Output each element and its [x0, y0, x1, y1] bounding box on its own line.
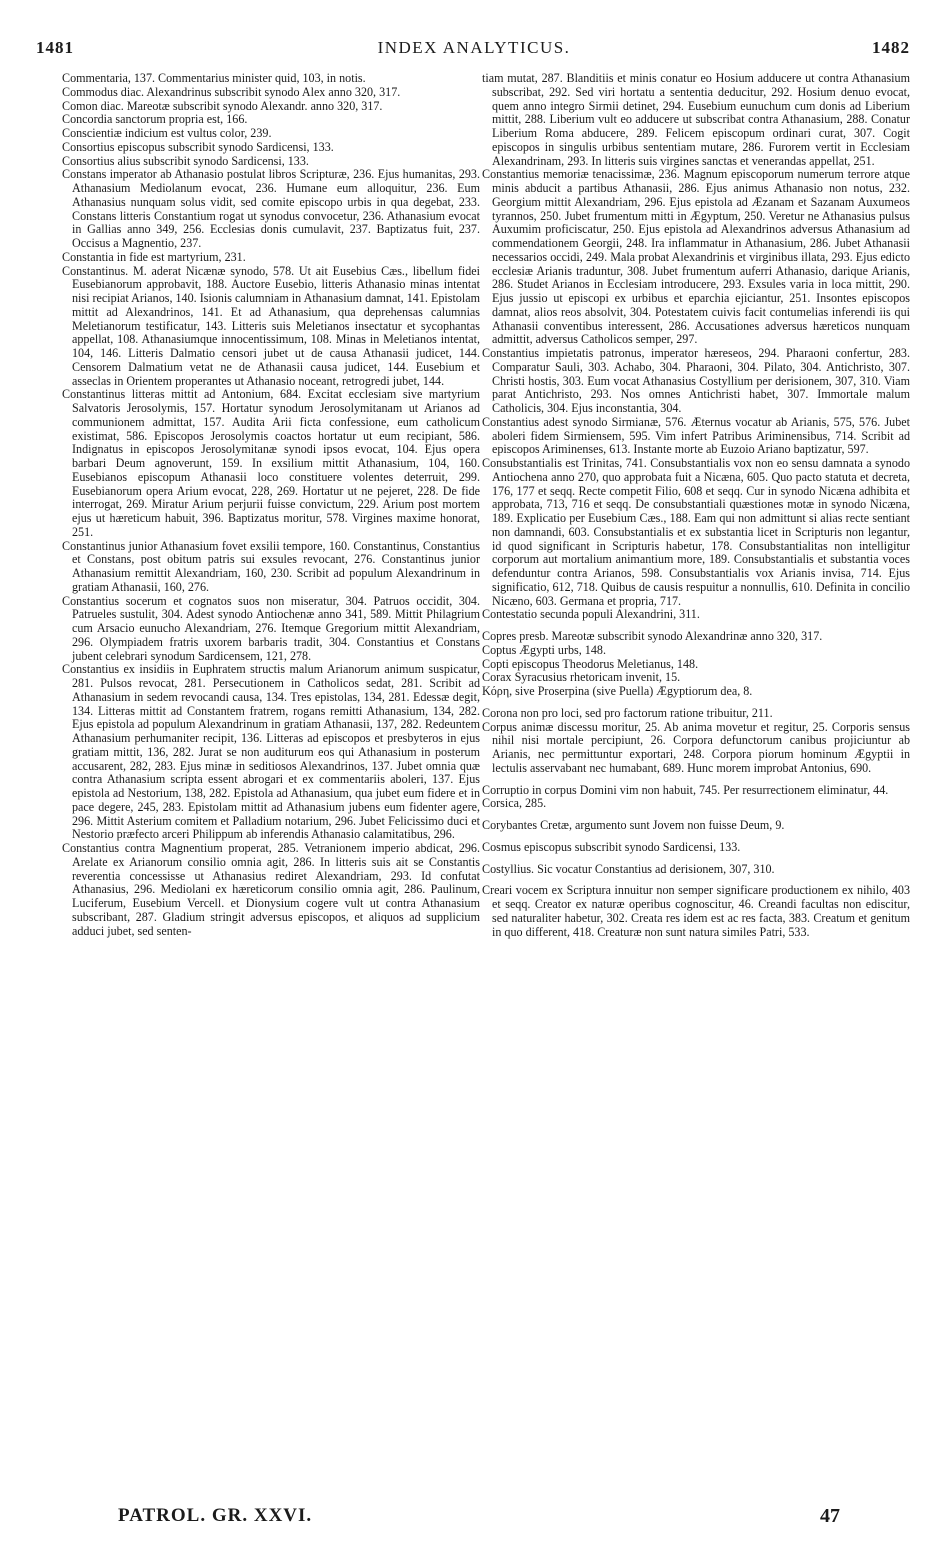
index-entry: Κόρη, sive Proserpina (sive Puella) Ægyptiorum dea, 8.	[482, 684, 753, 698]
index-entry: Creari vocem ex Scriptura innuitur non semper significare productionem ex nihilo, 403 et seqq. Creator ex naturæ operibus cognoscitur, 46. Creandi facultas non ediscitur, sed naturaliter habetur, 302. Creata res idem est ac res facta, 383. Creatum et genitum in quo different, 418. Creaturæ non sunt natura similes Patri, 533.	[482, 883, 910, 939]
index-entry: Consortius alius subscribit synodo Sardicensi, 133.	[62, 153, 309, 168]
index-entry: Corona non pro loci, sed pro factorum ratione tribuitur, 211.	[482, 705, 773, 720]
index-entry: Consortius episcopus subscribit synodo Sardicensi, 133.	[62, 139, 334, 154]
index-entry: Corax Syracusius rhetoricam invenit, 15.	[482, 670, 681, 685]
printer-signature: PATROL. GR. XXVI.	[118, 1505, 313, 1526]
index-entry: Commentaria, 137. Commentarius minister quid, 103, in notis.	[62, 71, 366, 85]
index-entry: Coptus Ægypti urbs, 148.	[482, 642, 606, 657]
index-entry: Copres presb. Mareotæ subscribit synodo Alexandrinæ anno 320, 317.	[482, 629, 823, 643]
index-column-left	[62, 72, 480, 938]
index-entry: Corybantes Cretæ, argumento sunt Jovem non fuisse Deum, 9.	[482, 818, 785, 832]
page-footer	[0, 1505, 948, 1535]
page-number-right: 1482	[872, 38, 910, 57]
index-column-right	[482, 72, 910, 939]
index-entry: Constantius ex insidiis in Euphratem structis malum Arianorum animum suspicatur, 281. Pulsos revocat, 281. Persecutionem in Catholicos sedat, 281. Scribit ad Athanasium in sedem revocandi causa, 134. Tres epistolas, 134, 281. Edessæ degit, 134. Litteras mittit ad Constantem fratrem, rogans remitti Athanasium, 134, 282. Ejus epistola ad populum Alexandrinum in gratiam Athanasii, 137, 282. Redeuntem Athanasium perhumaniter recipit, 136. Litteras ad episcopos et presbyteros in ejus gratiam mittit, 136, 282. Jurat se non auditurum eos qui Athanasium in posterum accusarent, 282, 283. Ejus minæ in seditiosos Alexandrinos, 137. Jubet omnia quæ contra Athanasium scripta essent abrogari et ex commentariis aboleri, 137. Ejus epistola ad Nestorium, 138, 282. Epistola ad Athanasium, qua jubet eum fidere et in pace degere, 245, 283. Epistolam mittit ad Athanasium jubens eum fidenter agere, 296. Mittit Asterium comitem et Palladium notarium, 296. Jubet Felicissimo duci et Nestorio præfecto arceri Philippum ab inferendis Athanasio calamitatibus, 296.	[62, 662, 480, 842]
index-entry: Constantius socerum et cognatos suos non miseratur, 304. Patruos occidit, 304. Patrueles sustulit, 304. Adest synodo Antiochenæ anno 341, 589. Mittit Philagrium cum Arsacio eunucho Alexandriam, 276. Itemque Gregorium mittit Alexandriam, 296. Olympiadem fratris uxorem barbaris tradit, 304. Constantius et Constans jubent celebrari synodum Sardicensem, 121, 278.	[62, 593, 480, 663]
index-entry: Cosmus episcopus subscribit synodo Sardicensi, 133.	[482, 839, 741, 854]
index-entry: Constantius adest synodo Sirmianæ, 576. Æternus vocatur ab Arianis, 575, 576. Jubet aboleri fidem Sirmiensem, 595. Vim infert Patribus Ariminensibus, 714. Scribit ad episcopos Ariminenses, 613. Instante morte ab Euzoio Ariano baptizatur, 597.	[482, 414, 910, 457]
index-entry: Copti episcopus Theodorus Meletianus, 148.	[482, 656, 699, 671]
index-entry: Constantinus litteras mittit ad Antonium, 684. Excitat ecclesiam sive martyrium Salvatoris Jerosolymis, 157. Hortatur synodum Jerosolymitanam ut Arianos ad communionem admittat, 157. Audita Arii ficta confessione, eum catholicum existimat, 586. Episcopos Jerosolymis coactos hortatur ut eum recipiant, 586. Indignatus in episcopos Jerosolymitanæ synodi ipsos evocat, 104. Ejus opera barbari Deum agnoverunt, 159. In exsilium mittit Athanasium, 104, 160. Eusebianos episcopum Athanasii loco constituere volentes deterruit, 299. Eusebianorum opera Arium evocat, 228, 269. Hortatur ut ne pejeret, 228. De fide interrogat, 269. Miratur Arium perjurii fuisse convictum, 229. Arium post mortem ejus ut hæreticum habuit, 396. Baptizatus moritur, 578. Virgines maxime honorat, 251.	[62, 387, 480, 539]
index-entry: Constantinus junior Athanasium fovet exsilii tempore, 160. Constantinus, Constantius et Constans, post obitum patris sui exsules revocant, 276. Constantinus junior Athanasium remittit Alexandriam, 160, 230. Scribit ad populum Alexandrinum in gratiam Athanasii, 160, 276.	[62, 538, 480, 594]
index-entry: Contestatio secunda populi Alexandrini, 311.	[482, 607, 700, 622]
index-entry: Consubstantialis est Trinitas, 741. Consubstantialis vox non eo sensu damnata a synodo Antiochena anno 270, quo approbata fuit a Nicæna, 605. Quo pacto statuta et decreta, 176, 177 et seqq. Recte competit Filio, 608 et seqq. Cur in synodo Nicæna adhibita et approbata, 713, 716 et seqq. De consubstantiali quæstiones motæ in synodo Nicæna, 189. Explicatio per Eusebium Cæs., 188. Eam qui non admittunt si alias recte sentiant non damnandi, 603. Consubstantialis et ex substantia licet in Scripturis non legantur, id quod significant in Scripturis habetur, 178. Consubstantialitas non intelligitur corporum aut mortalium animantium more, 189. Consubstantialis et substantia voces defenduntur contra Arianos, 598. Consubstantialis vox Arianis invisa, 714. Ejus significatio, 612, 718. Quibus de causis respuitur a nonnullis, 610. Definita in concilio Nicæno, 603. Germana et propria, 717.	[482, 456, 910, 608]
index-entry: Constantius contra Magnentium properat, 285. Vetranionem imperio abdicat, 296. Arelate ex Arianorum consilio omnia agit, 286. In litteris suis ait se Constantis reverentia concessisse ut Athanasius rediret Alexandriam, 293. Id confutat Athanasius, 296. Mediolani ex hæreticorum consilio omnia agit, 286. Paulinum, Luciferum, Eusebium Vercell. et Dionysium cogere vult ut contra Athanasium subscribant, 287. Gladium stringit adversus episcopos, et aliquos ad supplicium adduci jubet, sed senten-	[62, 841, 480, 938]
index-entry: Corsica, 285.	[482, 796, 547, 811]
index-entry: Comon diac. Mareotæ subscribit synodo Alexandr. anno 320, 317.	[62, 98, 383, 113]
index-entry: Constantia in fide est martyrium, 231.	[62, 249, 246, 264]
index-entry: Constantinus. M. aderat Nicænæ synodo, 578. Ut ait Eusebius Cæs., libellum fidei Eusebianorum approbavit, 188. Auctore Eusebio, litteris Athanasio minas intentat nisi recipiat Arianos, 140. Isionis calumniam in Athanasium damnat, 141. Epistolam mittit ad Alexandrinos, 141. Et ad Athanasium, qua deprehensas calumnias Meletianorum testificatur, 143. Litteris suis Meletianos insectatur et sycophantas appellat, 108. Athanasiumque innocentissimum, 108. Minas in Meletianos intentat, 104, 146. Litteris Dalmatio censori jubet ut de causa Athanasii judicet, 144. Censorem Dalmatium vetat ne de Athanasii causa judicet, 144. Eusebium et asseclas in Orientem properantes ut Athanasio noceant, retrogredi jubet, 144.	[62, 263, 480, 388]
index-entry: Costyllius. Sic vocatur Constantius ad derisionem, 307, 310.	[482, 861, 775, 876]
index-entry: Concordia sanctorum propria est, 166.	[62, 112, 248, 127]
page-header	[0, 38, 948, 62]
running-title: INDEX ANALYTICUS.	[377, 38, 571, 57]
index-entry: Corpus animæ discessu moritur, 25. Ab anima movetur et regitur, 25. Corporis sensus nihil nisi mortale percipiunt, 26. Corpora defunctorum canibus projiciuntur ab Arianis, nec permittuntur exportari, 248. Corpora piorum hominum Ægyptii in lectulis asservabant nec humabant, 689. Hunc morem improbat Antonius, 690.	[482, 719, 910, 775]
index-entry: tiam mutat, 287. Blanditiis et minis conatur eo Hosium adducere ut contra Athanasium subscribat, 292. Sed viri hortatu a sententia deducitur, 292. Hosium denuo evocat, quem anno integro Sirmii detinet, 294. Eusebium eunuchum cum donis ad Liberium mittit, 288. Liberium vult eo adducere ut subscribat contra Athanasium, 288. Conatur Liberium Roma abducere, 289. Felicem episcopum ordinari curat, 307. Cogit episcopos in singulis urbibus sententiam mutare, 286. Furorem vertit in Ecclesiam Alexandrinam, 293. In litteris suis virgines sanctas et venerandas appellat, 251.	[482, 71, 910, 168]
index-entry: Conscientiæ indicium est vultus color, 239.	[62, 126, 272, 140]
index-entry: Constantius memoriæ tenacissimæ, 236. Magnum episcoporum numerum terrore atque minis abducit a partibus Athanasii, 286. Ejus animus Athanasio non notus, 232. Georgium mittit Alexandriam, 296. Ejus epistola ad Æzanam et Sazanam Auxumeos tyrannos, 250. Jubet frumentum mitti in Ægyptum, 250. Veretur ne Athanasius pulsus Auxumim proficiscatur, 250. Ejus epistola ad Alexandrinos adversus Athanasium ad commendationem Georgii, 248. Ira inflammatur in Athanasium, 286. Jubet Athanasii necessarios occidi, 249. Mala probat Alexandrinis et virginibus illata, 293. Ejus edicto ecclesiæ Arianis traduntur, 308. Jubet frumentum auferri Athanasio, darique Arianis, 286. Studet Arianos in Ecclesiam introducere, 293. Exsules varia in loca mittit, 290. Ejus jussio ut episcopi ex urbibus et eparchia ejiciantur, 251. Insontes episcopos damnat, alios reos absolvit, 304. Potestatem cuivis facit contumelias inferendi iis qui Athanasii conventibus interessent, 286. Accusationes adversus hæreticos nunquam admittit, adversus Catholicos semper, 297.	[482, 167, 910, 347]
page-number-left: 1481	[36, 38, 74, 57]
index-entry: Corruptio in corpus Domini vim non habuit, 745. Per resurrectionem eliminatur, 44.	[482, 782, 889, 797]
index-entry: Constantius impietatis patronus, imperator hæreseos, 294. Pharaoni confertur, 283. Comparatur Sauli, 303. Achabo, 304. Pharaoni, 304. Pilato, 304. Antichristo, 307. Christi hostis, 303. Eum vocat Athanasius Costyllium per derisionem, 307, 310. Viam parat Antichristo, 293. Nos omnes Antichristi habet, 307. Immortale malum Catholicis, 304. Ejus inconstantia, 304.	[482, 346, 910, 415]
sheet-number: 47	[820, 1505, 840, 1527]
index-entry: Commodus diac. Alexandrinus subscribit synodo Alex anno 320, 317.	[62, 84, 401, 99]
index-entry: Constans imperator ab Athanasio postulat libros Scripturæ, 236. Ejus humanitas, 293. Athanasium Mediolanum evocat, 236. Humane eum alloquitur, 236. Eum Athanasius nunquam solus vidit, sed comite episcopo urbis in qua degebat, 233. Constans litteris Constantium rogat ut synodus convocetur, 236. Athanasium evocat in Gallias anno 349, 256. Ecclesias donis cumulavit, 237. Baptizatus fuit, 237. Occisus a Magnentio, 237.	[62, 167, 480, 250]
